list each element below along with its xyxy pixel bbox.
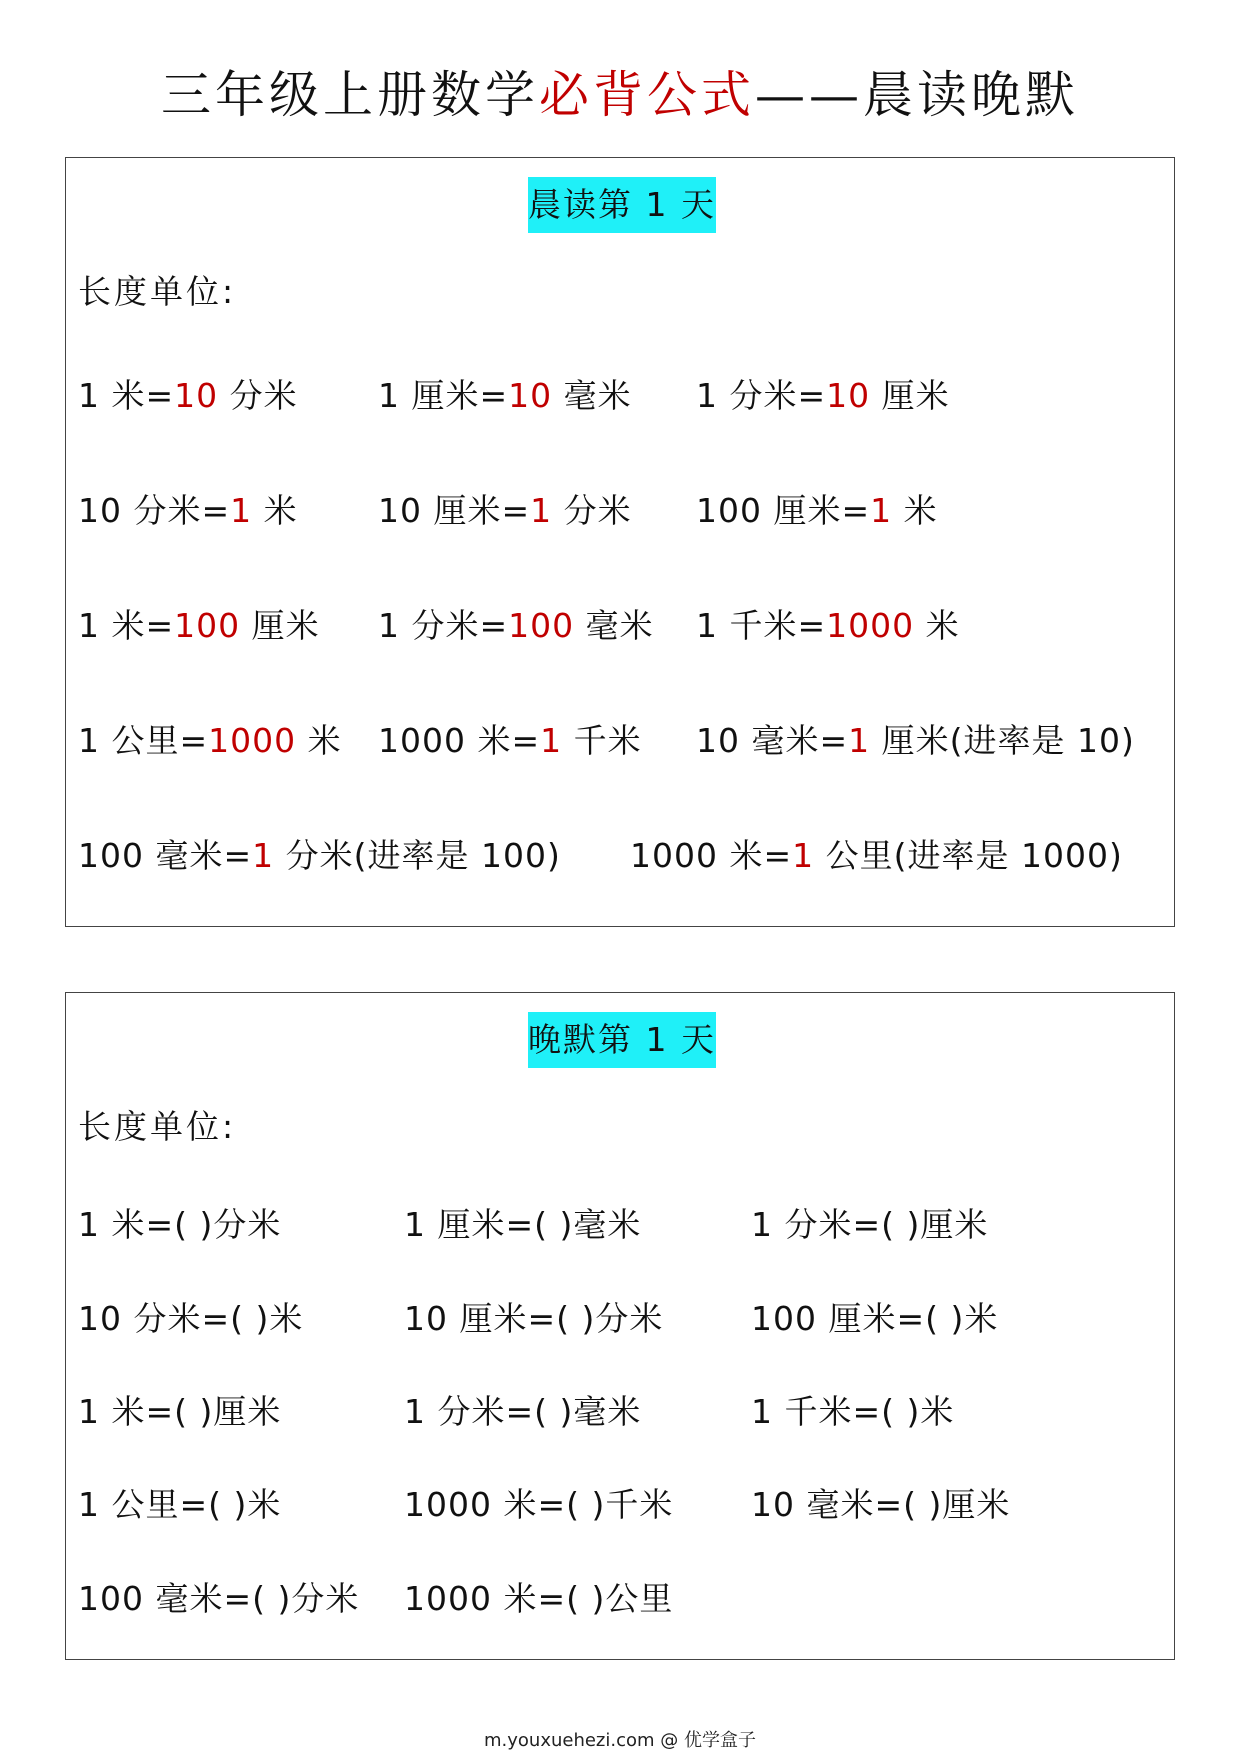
fill-blank-cell: 10 厘米=( )分米 xyxy=(404,1299,664,1338)
title-part-2: 必背公式 xyxy=(539,66,755,124)
fill-blank-cell: 1 千米=( )米 xyxy=(751,1392,955,1431)
page-title xyxy=(0,60,1240,130)
fill-blank-cell: 1 分米=( )厘米 xyxy=(751,1205,989,1244)
formula-cell: 1 米=10 分米 xyxy=(78,376,298,415)
morning-section-label: 长度单位: xyxy=(78,272,237,311)
fill-blank-cell: 1 厘米=( )毫米 xyxy=(404,1205,642,1244)
fill-blank-cell: 1 米=( )分米 xyxy=(78,1205,282,1244)
formula-cell: 1 厘米=10 毫米 xyxy=(378,376,632,415)
formula-cell: 1000 米=1 公里(进率是 1000) xyxy=(630,836,1123,875)
formula-cell: 1 分米=100 毫米 xyxy=(378,606,654,645)
fill-blank-cell: 10 毫米=( )厘米 xyxy=(751,1485,1011,1524)
evening-section-label: 长度单位: xyxy=(78,1107,237,1146)
fill-blank-cell: 1 公里=( )米 xyxy=(78,1485,282,1524)
fill-blank-cell: 1000 米=( )千米 xyxy=(404,1485,674,1524)
title-part-3: ——晨读晚默 xyxy=(755,66,1079,124)
formula-cell: 10 厘米=1 分米 xyxy=(378,491,632,530)
fill-blank-cell: 1 米=( )厘米 xyxy=(78,1392,282,1431)
formula-cell: 10 毫米=1 厘米(进率是 10) xyxy=(696,721,1135,760)
fill-blank-cell: 1000 米=( )公里 xyxy=(404,1579,674,1618)
fill-blank-cell: 100 厘米=( )米 xyxy=(751,1299,999,1338)
formula-cell: 1 千米=1000 米 xyxy=(696,606,960,645)
fill-blank-cell: 10 分米=( )米 xyxy=(78,1299,304,1338)
formula-cell: 1 分米=10 厘米 xyxy=(696,376,950,415)
formula-cell: 1 公里=1000 米 xyxy=(78,721,342,760)
fill-blank-cell: 1 分米=( )毫米 xyxy=(404,1392,642,1431)
morning-reading-section xyxy=(65,157,1175,927)
formula-cell: 10 分米=1 米 xyxy=(78,491,298,530)
title-part-1: 三年级上册数学 xyxy=(161,66,539,124)
morning-day-tag: 晨读第 1 天 xyxy=(528,177,716,233)
evening-day-tag: 晚默第 1 天 xyxy=(528,1012,716,1068)
evening-recitation-section xyxy=(65,992,1175,1660)
footer-watermark: m.youxuehezi.com @ 优学盒子 xyxy=(483,1730,756,1751)
formula-cell: 100 厘米=1 米 xyxy=(696,491,938,530)
formula-cell: 100 毫米=1 分米(进率是 100) xyxy=(78,836,561,875)
formula-cell: 1000 米=1 千米 xyxy=(378,721,642,760)
formula-cell: 1 米=100 厘米 xyxy=(78,606,320,645)
fill-blank-cell: 100 毫米=( )分米 xyxy=(78,1579,360,1618)
